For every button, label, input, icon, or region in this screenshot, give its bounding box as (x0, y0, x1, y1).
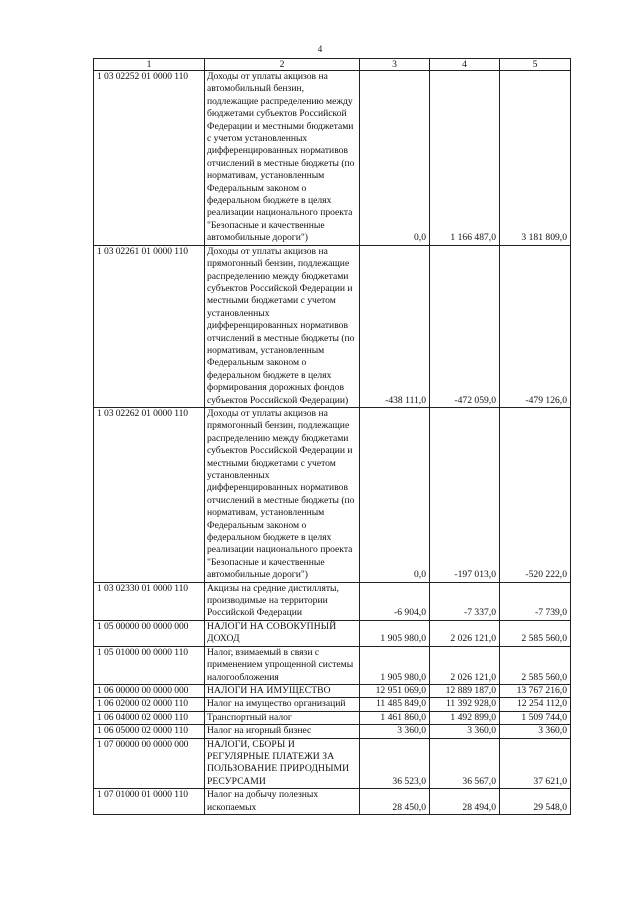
row-code: 1 06 02000 02 0000 110 (94, 698, 205, 711)
row-code: 1 05 00000 00 0000 000 (94, 620, 205, 646)
row-value-5: 29 548,0 (500, 789, 571, 815)
row-name: Налог, взимаемый в связи с применением упрощенной системы налогообложения (205, 646, 360, 684)
row-value-3: -438 111,0 (360, 245, 430, 407)
row-value-5: 2 585 560,0 (500, 620, 571, 646)
row-value-4: 28 494,0 (430, 789, 500, 815)
row-code: 1 03 02252 01 0000 110 (94, 71, 205, 246)
row-value-5: -479 126,0 (500, 245, 571, 407)
header-col-1: 1 (94, 59, 205, 71)
table-row (94, 646, 571, 684)
row-name: Транспортный налог (205, 711, 360, 724)
row-value-4: 11 392 928,0 (430, 698, 500, 711)
row-code: 1 07 00000 00 0000 000 (94, 738, 205, 789)
table-row (94, 738, 571, 789)
table-row (94, 789, 571, 815)
revenue-table (93, 58, 571, 815)
row-value-3: -6 904,0 (360, 582, 430, 620)
row-value-3: 0,0 (360, 407, 430, 582)
row-code: 1 06 00000 00 0000 000 (94, 684, 205, 697)
row-code: 1 03 02261 01 0000 110 (94, 245, 205, 407)
header-col-4: 4 (430, 59, 500, 71)
row-name: НАЛОГИ НА СОВОКУПНЫЙ ДОХОД (205, 620, 360, 646)
row-name: Доходы от уплаты акцизов на прямогонный бензин, подлежащие распределению между бюджетами субъектов Российской Федерации и местными бюджетами с учетом установленных дифференцированных нормативов отчислений в местные бюджеты (по нормативам, установленным Федеральным законом о федеральном бюджете в целях реализации национального проекта "Безопасные и качественные автомобильные дороги") (205, 407, 360, 582)
row-value-4: 2 026 121,0 (430, 646, 500, 684)
row-value-4: 3 360,0 (430, 725, 500, 738)
row-name: Доходы от уплаты акцизов на прямогонный бензин, подлежащие распределению между бюджетами субъектов Российской Федерации и местными бюджетами с учетом установленных дифференцированных нормативов отчислений в местные бюджеты (по нормативам, установленным Федеральным законом о федеральном бюджете в целях формирования дорожных фондов субъектов Российской Федерации) (205, 245, 360, 407)
table-row (94, 582, 571, 620)
table-row (94, 620, 571, 646)
table-row (94, 71, 571, 246)
row-value-5: 2 585 560,0 (500, 646, 571, 684)
row-value-3: 11 485 849,0 (360, 698, 430, 711)
row-name: Налог на игорный бизнес (205, 725, 360, 738)
page-number: 4 (317, 44, 323, 54)
row-code: 1 05 01000 00 0000 110 (94, 646, 205, 684)
header-row (94, 59, 571, 71)
row-value-4: 2 026 121,0 (430, 620, 500, 646)
row-code: 1 03 02330 01 0000 110 (94, 582, 205, 620)
row-value-5: -520 222,0 (500, 407, 571, 582)
table-row (94, 725, 571, 738)
table-row (94, 407, 571, 582)
row-value-5: 3 360,0 (500, 725, 571, 738)
row-value-3: 1 905 980,0 (360, 620, 430, 646)
row-value-3: 1 461 860,0 (360, 711, 430, 724)
header-col-5: 5 (500, 59, 571, 71)
row-value-3: 0,0 (360, 71, 430, 246)
row-value-4: -472 059,0 (430, 245, 500, 407)
row-value-4: -7 337,0 (430, 582, 500, 620)
table-row (94, 684, 571, 697)
row-value-5: 3 181 809,0 (500, 71, 571, 246)
table-row (94, 698, 571, 711)
row-value-4: 12 889 187,0 (430, 684, 500, 697)
row-value-4: 1 166 487,0 (430, 71, 500, 246)
row-name: Акцизы на средние дистилляты, производимые на территории Российской Федерации (205, 582, 360, 620)
table-row (94, 711, 571, 724)
row-value-5: 1 509 744,0 (500, 711, 571, 724)
row-code: 1 06 04000 02 0000 110 (94, 711, 205, 724)
table-row (94, 245, 571, 407)
row-name: НАЛОГИ НА ИМУЩЕСТВО (205, 684, 360, 697)
row-value-5: 12 254 112,0 (500, 698, 571, 711)
row-value-5: 13 767 216,0 (500, 684, 571, 697)
row-value-4: -197 013,0 (430, 407, 500, 582)
row-code: 1 03 02262 01 0000 110 (94, 407, 205, 582)
row-name: Налог на добычу полезных ископаемых (205, 789, 360, 815)
row-value-3: 28 450,0 (360, 789, 430, 815)
row-value-5: 37 621,0 (500, 738, 571, 789)
header-col-2: 2 (205, 59, 360, 71)
row-code: 1 06 05000 02 0000 110 (94, 725, 205, 738)
row-value-5: -7 739,0 (500, 582, 571, 620)
row-value-3: 12 951 069,0 (360, 684, 430, 697)
row-name: НАЛОГИ, СБОРЫ И РЕГУЛЯРНЫЕ ПЛАТЕЖИ ЗА ПОЛЬЗОВАНИЕ ПРИРОДНЫМИ РЕСУРСАМИ (205, 738, 360, 789)
row-name: Налог на имущество организаций (205, 698, 360, 711)
row-value-4: 1 492 899,0 (430, 711, 500, 724)
row-value-3: 36 523,0 (360, 738, 430, 789)
row-value-4: 36 567,0 (430, 738, 500, 789)
header-col-3: 3 (360, 59, 430, 71)
row-code: 1 07 01000 01 0000 110 (94, 789, 205, 815)
row-name: Доходы от уплаты акцизов на автомобильный бензин, подлежащие распределению между бюджетами субъектов Российской Федерации и местными бюджетами с учетом установленных дифференцированных нормативов отчислений в местные бюджеты (по нормативам, установленным Федеральным законом о федеральном бюджете в целях реализации национального проекта "Безопасные и качественные автомобильные дороги") (205, 71, 360, 246)
row-value-3: 1 905 980,0 (360, 646, 430, 684)
row-value-3: 3 360,0 (360, 725, 430, 738)
